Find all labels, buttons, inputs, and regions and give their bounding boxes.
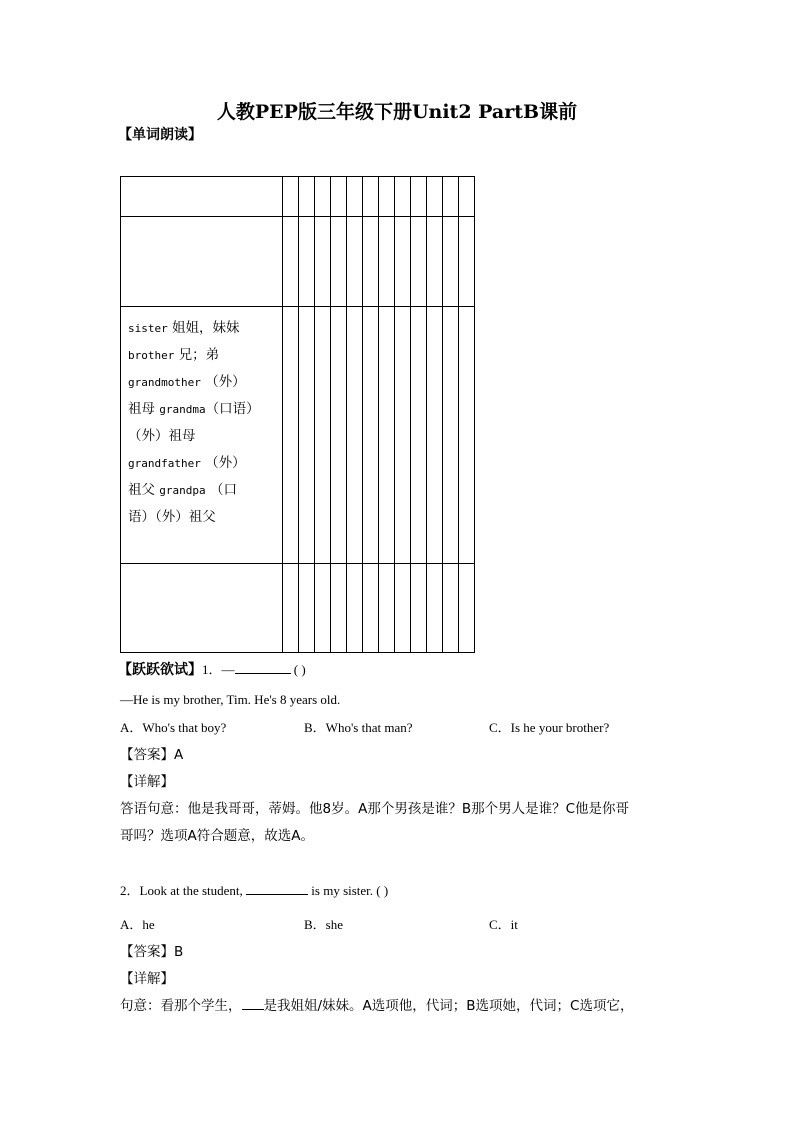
exercise-heading: 【跃跃欲试】 [118, 662, 202, 678]
table-cell [411, 177, 427, 217]
question-2-stem [120, 880, 388, 899]
page-title: 人教PEP版三年级下册Unit2 PartB课前 [216, 101, 578, 123]
answer-blank [235, 662, 291, 674]
table-cell [283, 307, 299, 564]
option-a: A．Who's that boy? [120, 720, 227, 735]
table-cell [443, 217, 459, 307]
table-cell [395, 564, 411, 653]
vocab-section-heading: 【单词朗读】 [118, 127, 202, 143]
explanation-line: 哥吗？选项A符合题意，故选A。 [120, 828, 314, 844]
explain-label: 【详解】 [120, 971, 174, 987]
table-cell [395, 177, 411, 217]
table-cell [427, 307, 443, 564]
option-b: B．she [304, 917, 344, 932]
explanation-text: 是我姐姐/妹妹。A选项他，代词；B选项她，代词；C选项它， [263, 998, 634, 1014]
table-cell [443, 177, 459, 217]
word-line: sister 姐姐，妹妹 [128, 320, 240, 336]
table-cell [347, 307, 363, 564]
word-line: 祖母 grandma（口语） [128, 401, 260, 417]
table-cell [315, 217, 331, 307]
table-cell [299, 177, 315, 217]
option-a: A．he [120, 917, 155, 932]
explanation-line [120, 994, 633, 1014]
table-cell [331, 177, 347, 217]
table-cell [363, 307, 379, 564]
dash: — [221, 662, 235, 677]
word-line: 祖父 grandpa （口 [128, 482, 237, 498]
table-cell [331, 217, 347, 307]
option-b: B．Who's that man? [304, 720, 413, 735]
table-cell [443, 307, 459, 564]
question-number: 2． [120, 883, 140, 898]
table-cell [459, 307, 475, 564]
table-cell [299, 307, 315, 564]
option-c: C．Is he your brother? [489, 720, 610, 735]
word-line: 语）（外）祖父 [128, 509, 216, 525]
stem-text: is my sister. ( ) [308, 883, 389, 898]
table-row [121, 564, 475, 653]
explanation-text: 句意：看那个学生， [120, 998, 242, 1014]
table-cell [121, 217, 283, 307]
table-row [121, 217, 475, 307]
answer-line [120, 940, 183, 960]
table-cell [283, 177, 299, 217]
table-cell [411, 564, 427, 653]
table-cell [459, 217, 475, 307]
table-row [121, 307, 475, 564]
table-cell [395, 217, 411, 307]
explain-label: 【详解】 [120, 774, 174, 790]
table-cell [121, 564, 283, 653]
answer-line [120, 743, 183, 763]
table-cell [315, 564, 331, 653]
table-cell [315, 307, 331, 564]
table-cell [379, 217, 395, 307]
word-line: grandfather （外） [128, 455, 246, 471]
word-line: brother 兄；弟 [128, 347, 220, 363]
table-cell [283, 564, 299, 653]
table-cell [379, 564, 395, 653]
table-cell [411, 217, 427, 307]
table-cell [299, 217, 315, 307]
explanation-line: 答语句意：他是我哥哥，蒂姆。他8岁。A那个男孩是谁？B那个男人是谁？C他是你哥 [120, 801, 630, 817]
option-c: C．it [489, 917, 518, 932]
table-cell [363, 564, 379, 653]
answer-paren: ( ) [293, 662, 306, 677]
answer-blank [246, 883, 308, 895]
table-cell [379, 177, 395, 217]
table-cell [347, 564, 363, 653]
table-cell [379, 307, 395, 564]
answer-label: 【答案】 [120, 747, 174, 763]
table-cell [395, 307, 411, 564]
word-line: （外）祖母 [128, 428, 196, 444]
question-1-stem [118, 659, 306, 679]
table-cell [299, 564, 315, 653]
word-list-cell [121, 307, 283, 564]
vocab-table [120, 176, 475, 653]
answer-value: B [174, 944, 184, 960]
table-cell [459, 177, 475, 217]
stem-text: Look at the student, [139, 883, 247, 898]
table-cell [121, 177, 283, 217]
table-row [121, 177, 475, 217]
table-cell [331, 307, 347, 564]
question-1-response: —He is my brother, Tim. He's 8 years old. [120, 692, 341, 707]
table-cell [315, 177, 331, 217]
table-cell [363, 177, 379, 217]
table-cell [459, 564, 475, 653]
word-line: grandmother （外） [128, 374, 246, 390]
table-cell [331, 564, 347, 653]
answer-blank [242, 998, 264, 1010]
table-cell [443, 564, 459, 653]
answer-label: 【答案】 [120, 944, 174, 960]
table-cell [427, 564, 443, 653]
table-cell [427, 217, 443, 307]
table-cell [347, 177, 363, 217]
question-number: 1． [202, 662, 222, 677]
table-cell [347, 217, 363, 307]
answer-value: A [174, 747, 184, 763]
table-cell [283, 217, 299, 307]
table-cell [411, 307, 427, 564]
table-cell [363, 217, 379, 307]
table-cell [427, 177, 443, 217]
